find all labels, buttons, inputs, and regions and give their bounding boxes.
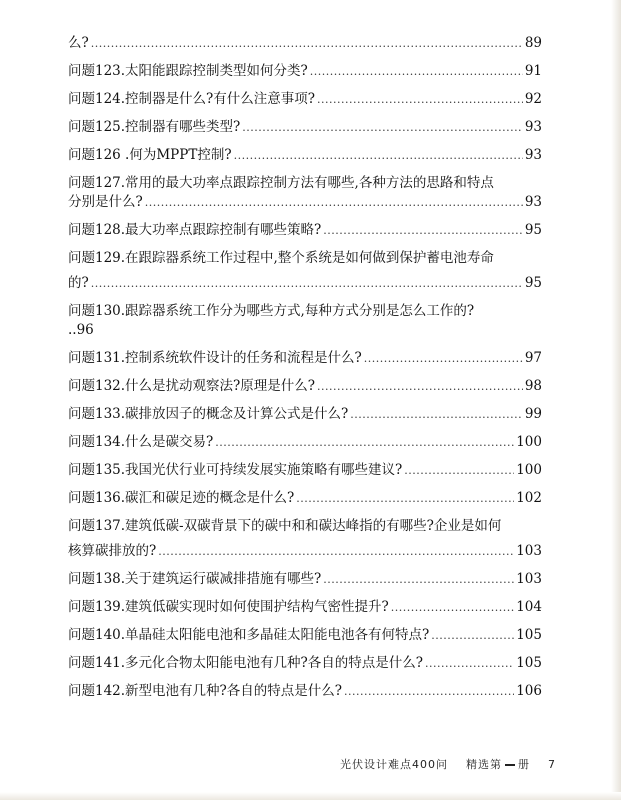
- toc-page-number: 105: [516, 655, 542, 671]
- toc-entry-137[interactable]: [68, 517, 542, 561]
- leader-dots: [215, 433, 514, 452]
- toc-entry-title: 问题131.控制系统软件设计的任务和流程是什么?: [68, 350, 362, 366]
- toc-page-number: 102: [516, 490, 542, 506]
- toc-entry-128[interactable]: [68, 221, 542, 240]
- leader-dots: [234, 146, 523, 165]
- toc-entry-title-line2: 核算碳排放的?: [68, 543, 157, 559]
- toc-entry-131[interactable]: [68, 349, 542, 368]
- toc-entry-title-line1: 问题129.在跟踪器系统工作过程中,整个系统是如何做到保护蓄电池寿命: [68, 250, 494, 266]
- toc-page-number: 92: [524, 91, 542, 107]
- toc-entry-title: 问题140.单晶硅太阳能电池和多晶硅太阳能电池各有何特点?: [68, 627, 430, 643]
- toc-entry-title: 问题135.我国光伏行业可持续发展实施策略有哪些建议?: [68, 462, 403, 478]
- leader-dots: [350, 405, 523, 424]
- toc-entry-title: 问题141.多元化合物太阳能电池有几种?各自的特点是什么?: [68, 655, 424, 671]
- leader-dots: [158, 542, 514, 561]
- toc-page-number: 89: [524, 35, 542, 51]
- toc-entry-title: 问题123.太阳能跟踪控制类型如何分类?: [68, 63, 308, 79]
- toc-page-number: 91: [524, 63, 542, 79]
- toc-entry-141[interactable]: [68, 654, 542, 673]
- toc-entry-title: 问题133.碳排放因子的概念及计算公式是什么?: [68, 406, 349, 422]
- toc-page-number: 97: [524, 350, 542, 366]
- table-of-contents: [68, 34, 542, 710]
- page-bottom-shadow: [0, 792, 621, 800]
- volume-one-mark: [505, 764, 515, 766]
- leader-dots: [310, 62, 523, 81]
- toc-page-number: 104: [516, 599, 542, 615]
- toc-page-number: 100: [516, 462, 542, 478]
- toc-entry-135[interactable]: [68, 461, 542, 480]
- leader-dots: [431, 626, 514, 645]
- toc-page-number: 103: [516, 571, 542, 587]
- toc-entry-124[interactable]: [68, 90, 542, 109]
- leader-dots: [344, 682, 514, 701]
- toc-page-number: 93: [524, 194, 542, 210]
- toc-page-number: 106: [516, 683, 542, 699]
- toc-page-number: 93: [524, 119, 542, 135]
- toc-entry-title: 问题138.关于建筑运行碳减排措施有哪些?: [68, 571, 322, 587]
- toc-entry-123[interactable]: [68, 62, 542, 81]
- toc-entry-continued[interactable]: [68, 34, 542, 53]
- toc-entry-125[interactable]: [68, 118, 542, 137]
- toc-entry-129[interactable]: [68, 249, 542, 293]
- toc-entry-133[interactable]: [68, 405, 542, 424]
- leader-dots: [323, 570, 514, 589]
- toc-entry-title: 问题124.控制器是什么?有什么注意事项?: [68, 91, 316, 107]
- leader-dots: [242, 118, 523, 137]
- leader-dots: [391, 598, 514, 617]
- toc-entry-title-line2: 的?: [68, 275, 89, 291]
- toc-entry-title: 问题134.什么是碳交易?: [68, 434, 214, 450]
- footer-volume-suffix: 册: [518, 758, 530, 771]
- footer-volume-prefix: 精选第: [466, 758, 502, 771]
- toc-page-number: 99: [524, 406, 542, 422]
- toc-page-number-wrapped: ..96: [68, 322, 94, 338]
- leader-dots: [404, 461, 514, 480]
- toc-page-number: 100: [516, 434, 542, 450]
- leader-dots: [91, 274, 523, 293]
- toc-entry-title-line1: 问题130.跟踪器系统工作分为哪些方式,每种方式分别是怎么工作的?: [68, 303, 475, 319]
- toc-entry-136[interactable]: [68, 489, 542, 508]
- toc-entry-title-line1: 问题127.常用的最大功率点跟踪控制方法有哪些,各种方法的思路和特点: [68, 175, 494, 191]
- toc-entry-title: 么?: [68, 35, 89, 51]
- leader-dots: [91, 34, 523, 53]
- toc-page-number: 95: [524, 275, 542, 291]
- toc-page-number: 95: [524, 222, 542, 238]
- leader-dots: [145, 193, 523, 212]
- toc-entry-138[interactable]: [68, 570, 542, 589]
- toc-entry-132[interactable]: [68, 377, 542, 396]
- toc-entry-142[interactable]: [68, 682, 542, 701]
- toc-entry-title: 问题125.控制器有哪些类型?: [68, 119, 241, 135]
- toc-entry-127[interactable]: [68, 174, 542, 212]
- leader-dots: [364, 349, 523, 368]
- toc-page-number: 98: [524, 378, 542, 394]
- toc-page-number: 93: [524, 147, 542, 163]
- toc-entry-139[interactable]: [68, 598, 542, 617]
- leader-dots: [296, 489, 514, 508]
- footer-book-title: 光伏设计难点400问: [340, 758, 448, 771]
- toc-entry-134[interactable]: [68, 433, 542, 452]
- toc-entry-title-line1: 问题137.建筑低碳-双碳背景下的碳中和和碳达峰指的有哪些?企业是如何: [68, 518, 502, 534]
- footer-page-number: 7: [548, 758, 556, 771]
- toc-entry-title: 问题128.最大功率点跟踪控制有哪些策略?: [68, 222, 322, 238]
- page-edge-shadow: [611, 0, 621, 800]
- toc-entry-title: 问题139.建筑低碳实现时如何使围护结构气密性提升?: [68, 599, 389, 615]
- leader-dots: [317, 377, 523, 396]
- toc-page-number: 105: [516, 627, 542, 643]
- toc-entry-126[interactable]: [68, 146, 542, 165]
- page-footer: [0, 756, 556, 772]
- toc-entry-title: 问题136.碳汇和碳足迹的概念是什么?: [68, 490, 295, 506]
- toc-entry-140[interactable]: [68, 626, 542, 645]
- leader-dots: [425, 654, 514, 673]
- toc-entry-130[interactable]: [68, 302, 542, 340]
- toc-entry-title: 问题126 .何为MPPT控制?: [68, 147, 232, 163]
- toc-entry-title-line2: 分别是什么?: [68, 194, 143, 210]
- leader-dots: [317, 90, 523, 109]
- toc-page-number: 103: [516, 543, 542, 559]
- toc-entry-title: 问题132.什么是扰动观察法?原理是什么?: [68, 378, 316, 394]
- toc-entry-title: 问题142.新型电池有几种?各自的特点是什么?: [68, 683, 343, 699]
- leader-dots: [323, 221, 523, 240]
